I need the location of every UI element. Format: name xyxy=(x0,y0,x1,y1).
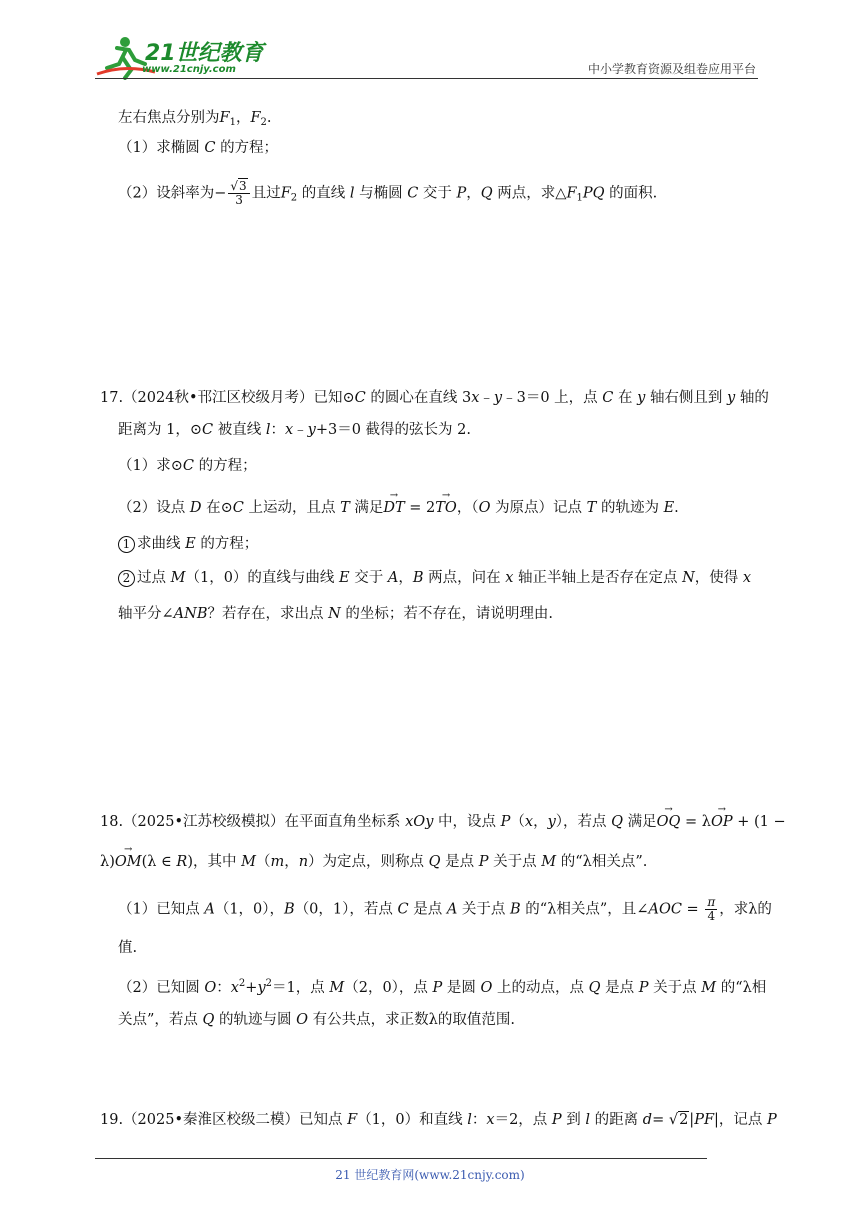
q17-item2-cont: 轴平分∠ANB？若存在，求出点 N 的坐标；若不存在，请说明理由. xyxy=(118,606,553,622)
q17-part2: （2）设点 D 在⊙C 上运动，且点 T 满足→ DT = 2→ TO，（O 为原点）记点 T 的轨迹为 E. xyxy=(118,498,679,518)
q17-item1: 1 求曲线 E 的方程； xyxy=(118,534,258,554)
footer-divider xyxy=(95,1158,707,1159)
header-platform-name: 中小学教育资源及组卷应用平台 xyxy=(587,62,756,76)
header-divider xyxy=(95,78,758,79)
q18-header: 18.（2025•江苏校级模拟）在平面直角坐标系 xOy 中，设点 P（x，y），若点 Q 满足→ OQ = λ→ OP + (1 − xyxy=(100,812,786,832)
q16-line-foci: 左右焦点分别为$F_1$，$F_2$. xyxy=(118,110,272,128)
q17-part1: （1）求⊙C 的方程； xyxy=(118,458,257,474)
q17-line2: 距离为 1，⊙C 被直线 l：x﹣y+3＝0 截得的弦长为 2. xyxy=(118,422,471,438)
q18-part1-cont: 值. xyxy=(118,940,138,956)
q16-part2: （2）设斜率为− $\frac{√3}{3}$ 且过$F_2$ 的直线 l 与椭圆 C 交于 P，Q 两点，求$\triangle F_1PQ$ 的面积. xyxy=(118,179,658,207)
q16-part1: （1）求椭圆 C 的方程； xyxy=(118,140,279,156)
footer-link[interactable]: 21 世纪教育网(www.21cnjy.com) xyxy=(335,1168,525,1182)
q19-header: 19.（2025•秦淮区校级二模）已知点 F（1，0）和直线 l：x＝2，点 P 到 l 的距离 d= √2|PF|，记点 P xyxy=(100,1112,777,1128)
q18-part2-cont: 关点”，若点 Q 的轨迹与圆 O 有公共点，求正数λ的取值范围. xyxy=(118,1012,515,1028)
q17-header: 17.（2024秋•邗江区校级月考）已知⊙C 的圆心在直线 3x﹣y﹣3＝0 上，点 C 在 y 轴右侧且到 y 轴的 xyxy=(100,390,769,406)
q18-part1: （1）已知点 A（1，0），B（0，1），若点 C 是点 A 关于点 B 的“λ相关点”，且∠AOC = $\frac{\pi}{4}$ ，求λ的 xyxy=(118,895,772,923)
logo-url: www.21cnjy.com xyxy=(142,64,236,75)
logo-text: 21世纪教育 xyxy=(145,41,264,66)
q17-item2: 2 过点 M（1，0）的直线与曲线 E 交于 A，B 两点，问在 x 轴正半轴上是否存在定点 N，使得 x xyxy=(118,568,751,588)
q18-line2: λ)→ OM(λ ∈ R)，其中 M（m，n）为定点，则称点 Q 是点 P 关于点 M 的“λ相关点”. xyxy=(100,852,647,872)
q18-part2: （2）已知圆 O：$x^2+y^2=1$，点 M（2，0），点 P 是圆 O 上的动点，点 Q 是点 P 关于点 M 的“λ相 xyxy=(118,978,767,996)
